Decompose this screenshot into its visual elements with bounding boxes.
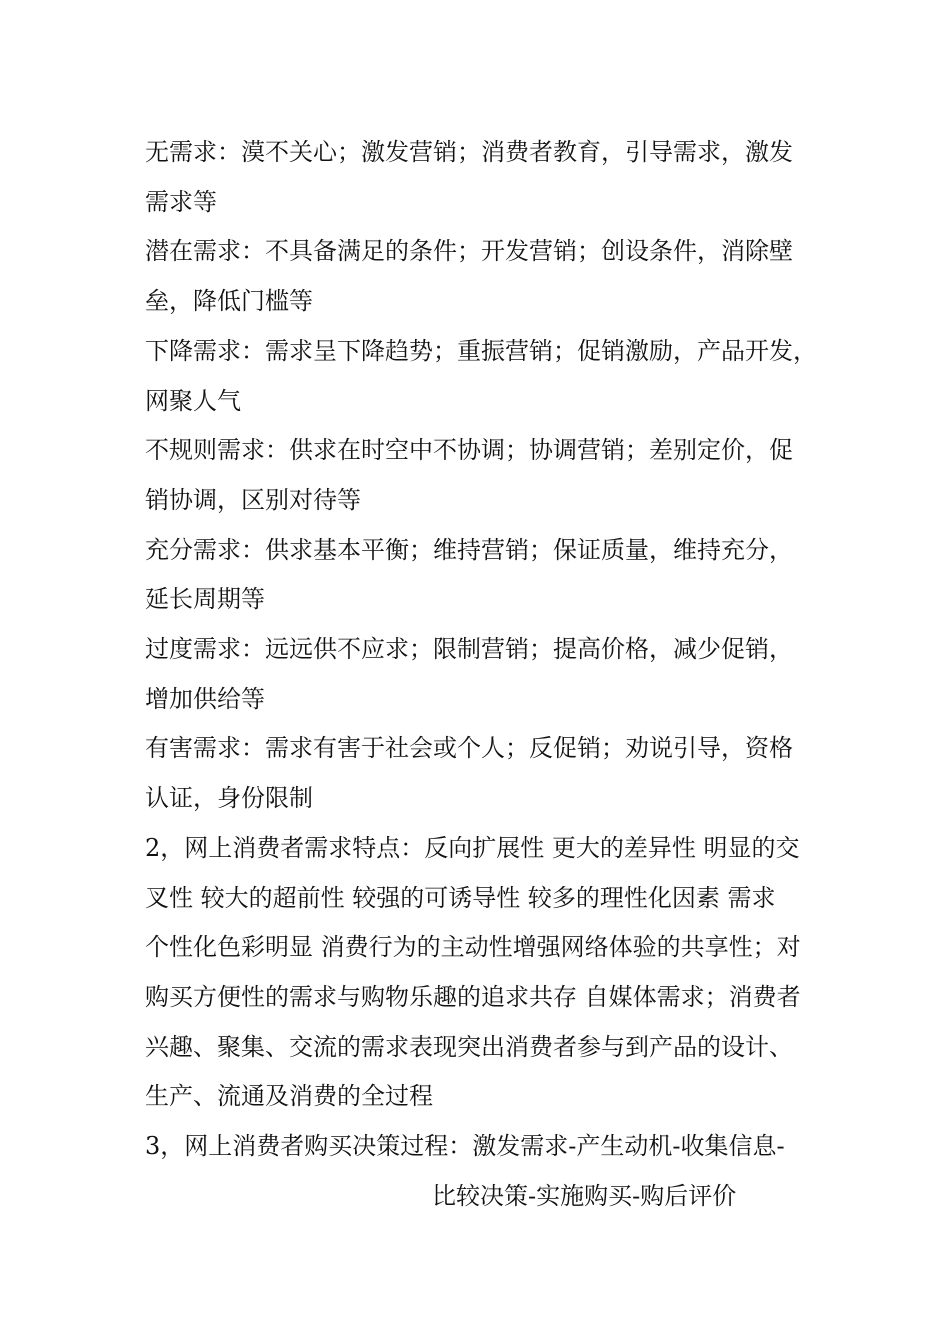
text-line: 充分需求：供求基本平衡；维持营销；保证质量，维持充分， [145, 535, 793, 564]
text-line: 比较决策-实施购买-购后评价 [432, 1181, 737, 1210]
text-line: 生产、流通及消费的全过程 [145, 1082, 433, 1111]
text-line: 2，网上消费者需求特点：反向扩展性 更大的差异性 明显的交 [145, 833, 800, 862]
text-line: 有害需求：需求有害于社会或个人；反促销；劝说引导，资格 [145, 734, 793, 763]
document-body [145, 128, 817, 1221]
text-line: 潜在需求：不具备满足的条件；开发营销；创设条件，消除壁 [145, 237, 793, 266]
text-line: 垒，降低门槛等 [145, 287, 313, 316]
text-line: 叉性 较大的超前性 较强的可诱导性 较多的理性化因素 需求 [145, 883, 776, 912]
text-line: 无需求：漠不关心；激发营销；消费者教育，引导需求，激发 [145, 138, 793, 166]
text-line: 兴趣、聚集、交流的需求表现突出消费者参与到产品的设计、 [145, 1032, 793, 1061]
text-line: 销协调，区别对待等 [145, 485, 361, 514]
text-line: 个性化色彩明显 消费行为的主动性增强网络体验的共享性；对 [145, 933, 801, 962]
text-line: 下降需求：需求呈下降趋势；重振营销；促销激励，产品开发， [145, 336, 817, 365]
text-line: 3，网上消费者购买决策过程：激发需求-产生动机-收集信息- [145, 1132, 785, 1161]
text-line: 增加供给等 [145, 684, 265, 713]
text-line: 网聚人气 [145, 386, 241, 415]
text-line: 不规则需求：供求在时空中不协调；协调营销；差别定价，促 [145, 436, 793, 465]
text-line: 需求等 [145, 187, 217, 216]
text-line: 认证，身份限制 [145, 784, 313, 813]
text-line: 购买方便性的需求与购物乐趣的追求共存 自媒体需求；消费者 [145, 982, 801, 1011]
text-line: 过度需求：远远供不应求；限制营销；提高价格，减少促销， [145, 635, 793, 664]
text-line: 延长周期等 [145, 585, 265, 614]
